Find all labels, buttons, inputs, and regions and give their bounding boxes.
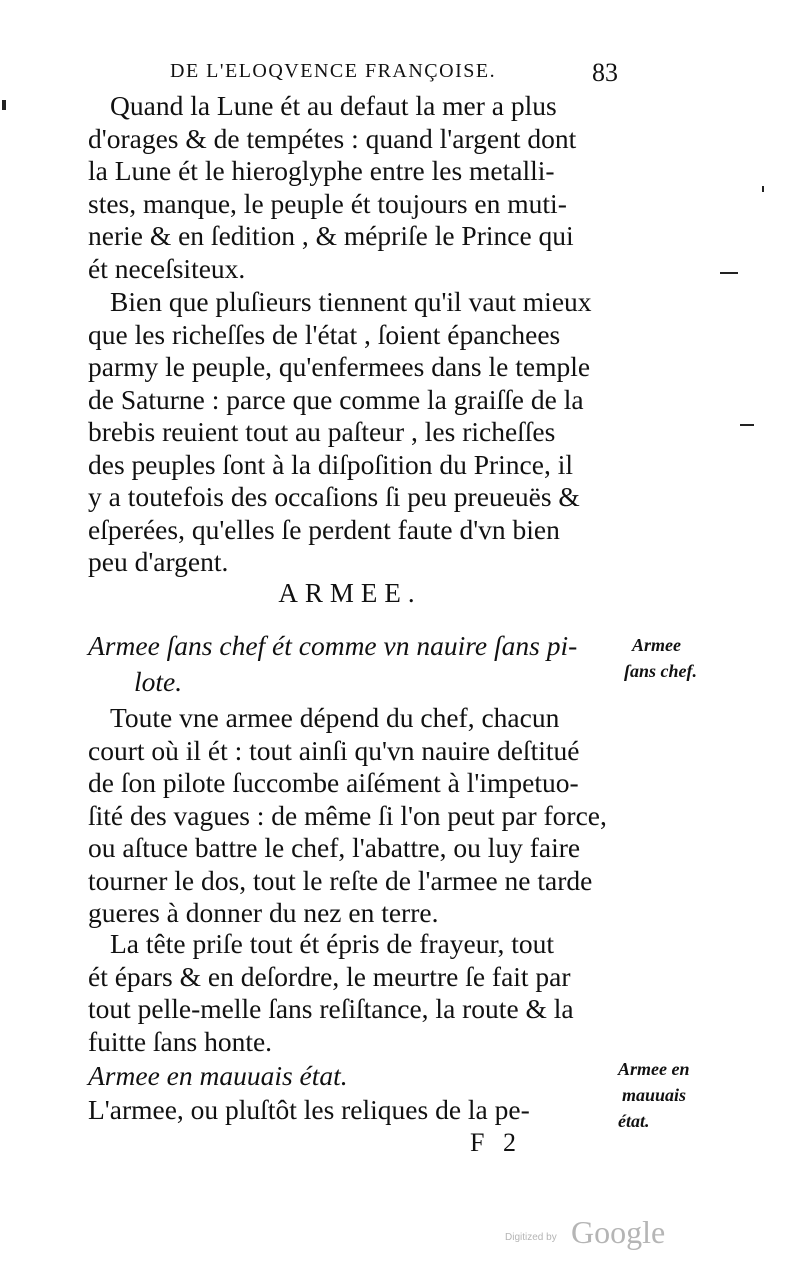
- subheading-armee-sans-chef: [88, 628, 612, 700]
- text-line: tout pelle-melle ſans reſiſtance, la route & la: [88, 993, 574, 1024]
- text-line: Quand la Lune ét au defaut la mer a plus: [110, 90, 557, 121]
- text-line: fuitte ſans honte.: [88, 1025, 273, 1057]
- text-line: des peuples ſont à la diſpoſition du Prince, il: [88, 448, 573, 480]
- paragraph-4: [88, 928, 612, 1058]
- text-line: d'orages & de tempétes : quand l'argent dont: [88, 122, 577, 154]
- scan-speck: [2, 100, 6, 110]
- margin-note-line: ſans chef.: [624, 661, 697, 681]
- running-head: DE L'ELOQVENCE FRANÇOISE.: [170, 60, 497, 82]
- text-line: de ſon pilote ſuccombe aiſément à l'impetuo-: [88, 767, 579, 798]
- margin-note-line: état.: [618, 1111, 650, 1131]
- text-line: stes, manque, le peuple ét toujours en muti-: [88, 187, 567, 219]
- text-line: brebis reuient tout au paſteur , les richeſſes: [88, 416, 556, 447]
- margin-note-line: mauuais: [622, 1085, 687, 1105]
- page-number: 83: [592, 58, 618, 87]
- text-line: ou aſtuce battre le chef, l'abattre, ou luy faire: [88, 832, 581, 863]
- paragraph-3: [88, 702, 612, 930]
- scan-speck: [762, 186, 764, 192]
- margin-note-armee-sans-chef: [624, 632, 697, 684]
- last-text-line: L'armee, ou pluſtôt les reliques de la pe-: [88, 1094, 530, 1125]
- text-line: Bien que pluſieurs tiennent qu'il vaut mieux: [110, 286, 592, 317]
- page-header: [158, 58, 618, 94]
- margin-note-armee-en-mauuais-etat: [618, 1056, 690, 1134]
- scan-speck: [720, 272, 738, 274]
- text-line: tourner le dos, tout le reſte de l'armee ne tarde: [88, 864, 593, 896]
- text-line: que les richeſſes de l'état , ſoient épanchees: [88, 318, 561, 350]
- margin-note-line: Armee en: [618, 1059, 690, 1079]
- text-line: parmy le peuple, qu'enfermees dans le temple: [88, 351, 591, 382]
- margin-note-line: Armee: [632, 635, 681, 655]
- text-line: La tête priſe tout ét épris de frayeur, tout: [110, 928, 555, 959]
- signature-mark: F 2: [470, 1128, 522, 1157]
- text-line: nerie & en ſedition , & mépriſe le Prince qui: [88, 220, 574, 251]
- text-line: Toute vne armee dépend du chef, chacun: [110, 702, 560, 733]
- paragraph-1: [88, 90, 612, 285]
- text-line: ét épars & en deſordre, le meurtre ſe fait par: [88, 960, 571, 992]
- subheading-armee-en-mauuais-etat: Armee en mauuais état.: [88, 1060, 348, 1091]
- text-line: de Saturne : parce que comme la graiſſe de la: [88, 383, 584, 415]
- text-line: eſperées, qu'elles ſe perdent faute d'vn bien: [88, 513, 560, 545]
- text-line: ét neceſsiteux.: [88, 252, 246, 284]
- watermark-digitized-text: Digitized by: [505, 1232, 557, 1243]
- text-line: peu d'argent.: [88, 546, 229, 577]
- text-line: la Lune ét le hieroglyphe entre les metalli-: [88, 155, 555, 186]
- text-line: gueres à donner du nez en terre.: [88, 897, 439, 928]
- text-line: court où il ét : tout ainſi qu'vn nauire deſtitué: [88, 734, 580, 766]
- google-logo: Google: [571, 1214, 666, 1250]
- paragraph-2: [88, 286, 612, 579]
- google-watermark: [505, 1214, 675, 1254]
- scan-speck: [740, 424, 754, 426]
- subheading-line: lote.: [134, 666, 183, 697]
- section-heading: ARMEE.: [278, 578, 422, 608]
- subheading-line: Armee ſans chef ét comme vn nauire ſans pi-: [88, 630, 578, 661]
- text-line: ſité des vagues : de même ſi l'on peut par force,: [88, 799, 607, 831]
- text-line: y a toutefois des occaſions ſi peu preueuës &: [88, 481, 580, 512]
